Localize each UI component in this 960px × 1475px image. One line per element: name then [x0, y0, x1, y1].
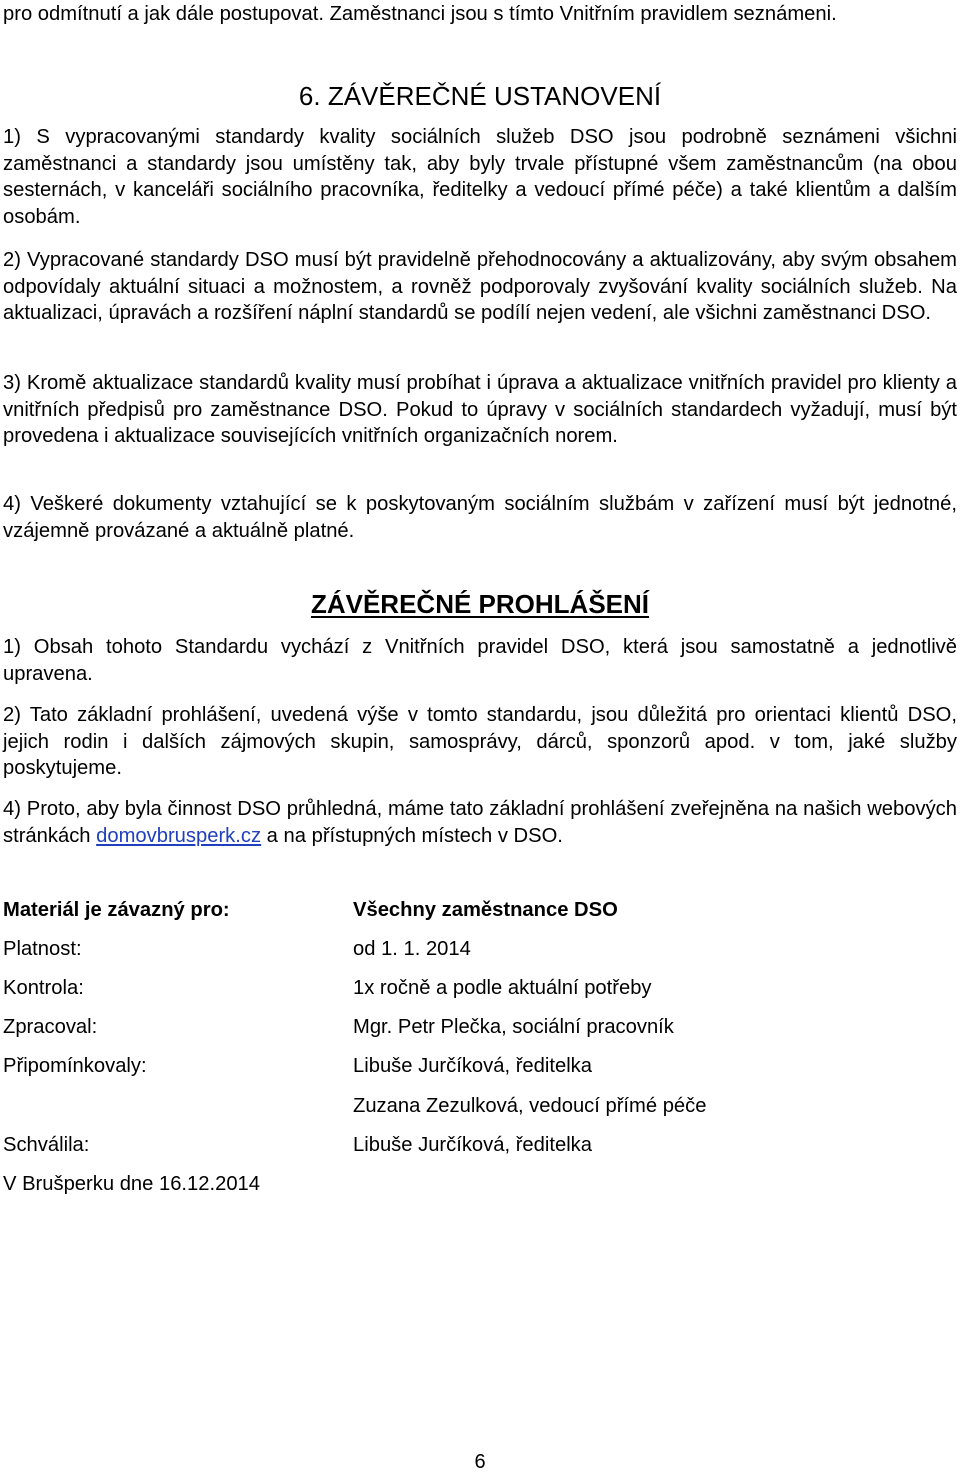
comments-value-1: Libuše Jurčíková, ředitelka	[353, 1055, 593, 1077]
declaration-item-4-text-after: a na přístupných místech v DSO.	[261, 824, 563, 847]
declaration-heading: ZÁVĚREČNÉ PROHLÁŠENÍ	[310, 589, 650, 619]
validity-label: Platnost:	[3, 938, 82, 960]
declaration-item-4-text-before: 4) Proto, aby byla činnost DSO průhledná, máme tato základní prohlášení zveřejněna na našich webových stránkách	[3, 798, 957, 847]
meta-row-validity	[3, 935, 957, 963]
section-6-item-4: 4) Veškeré dokumenty vztahující se k poskytovaným sociálním službám v zařízení musí být jednotné, vzájemně provázané a aktuálně platné.	[3, 493, 957, 542]
meta-row-approved	[3, 1131, 957, 1159]
comments-value-2: Zuzana Zezulková, vedoucí přímé péče	[353, 1095, 707, 1117]
website-link[interactable]: domovbrusperk.cz	[96, 824, 262, 847]
intro-paragraph: pro odmítnutí a jak dále postupovat. Zaměstnanci jsou s tímto Vnitřním pravidlem seznámeni.	[3, 3, 837, 25]
validity-value: od 1. 1. 2014	[353, 938, 471, 960]
section-6-heading: 6. ZÁVĚREČNÉ USTANOVENÍ	[298, 81, 662, 111]
meta-row-comments-2	[3, 1092, 957, 1120]
comments-label: Připomínkovaly:	[3, 1055, 147, 1077]
declaration-item-4	[3, 796, 957, 849]
binding-value: Všechny zaměstnance DSO	[353, 899, 618, 921]
binding-label: Materiál je závazný pro:	[3, 899, 230, 921]
approved-label: Schválila:	[3, 1134, 90, 1156]
place-date: V Brušperku dne 16.12.2014	[3, 1173, 261, 1195]
declaration-item-2: 2) Tato základní prohlášení, uvedená výše v tomto standardu, jsou důležitá pro orientaci klientů DSO, jejich rodin i dalších zájmových skupin, samosprávy, dárců, sponzorů apod. v tom, jaké služby poskytujeme.	[3, 704, 957, 779]
meta-row-prepared	[3, 1013, 957, 1041]
meta-row-comments	[3, 1052, 957, 1080]
meta-row-control	[3, 974, 957, 1002]
prepared-label: Zpracoval:	[3, 1016, 98, 1038]
section-6-item-1: 1) S vypracovanými standardy kvality sociálních služeb DSO jsou podrobně seznámeni všichni zaměstnanci a standardy jsou umístěny tak, aby byly trvale přístupné všem zaměstnancům (na obou sesternách, v kanceláři sociálního pracovníka, ředitelky a vedoucí přímé péče) a také klientům a dalším osobám.	[3, 126, 957, 228]
section-6-item-2: 2) Vypracované standardy DSO musí být pravidelně přehodnocovány a aktualizovány, aby svým obsahem odpovídaly aktuální situaci a možnostem, a rovněž podporovaly zvyšování kvality sociálních služeb. Na aktualizaci, úpravách a rozšíření náplní standardů se podílí nejen vedení, ale všichni zaměstnanci DSO.	[3, 249, 957, 324]
declaration-item-1: 1) Obsah tohoto Standardu vychází z Vnitřních pravidel DSO, která jsou samostatně a jednotlivě upravena.	[3, 636, 957, 685]
control-label: Kontrola:	[3, 977, 84, 999]
approved-value: Libuše Jurčíková, ředitelka	[353, 1134, 593, 1156]
page-number: 6	[474, 1451, 486, 1473]
prepared-value: Mgr. Petr Plečka, sociální pracovník	[353, 1016, 674, 1038]
meta-row-binding	[3, 896, 957, 924]
section-6-item-3: 3) Kromě aktualizace standardů kvality musí probíhat i úprava a aktualizace vnitřních pravidel pro klienty a vnitřních předpisů pro zaměstnance DSO. Pokud to úpravy v sociálních standardech vyžadují, musí být provedena i aktualizace souvisejících vnitřních organizačních norem.	[3, 372, 957, 447]
control-value: 1x ročně a podle aktuální potřeby	[353, 977, 652, 999]
